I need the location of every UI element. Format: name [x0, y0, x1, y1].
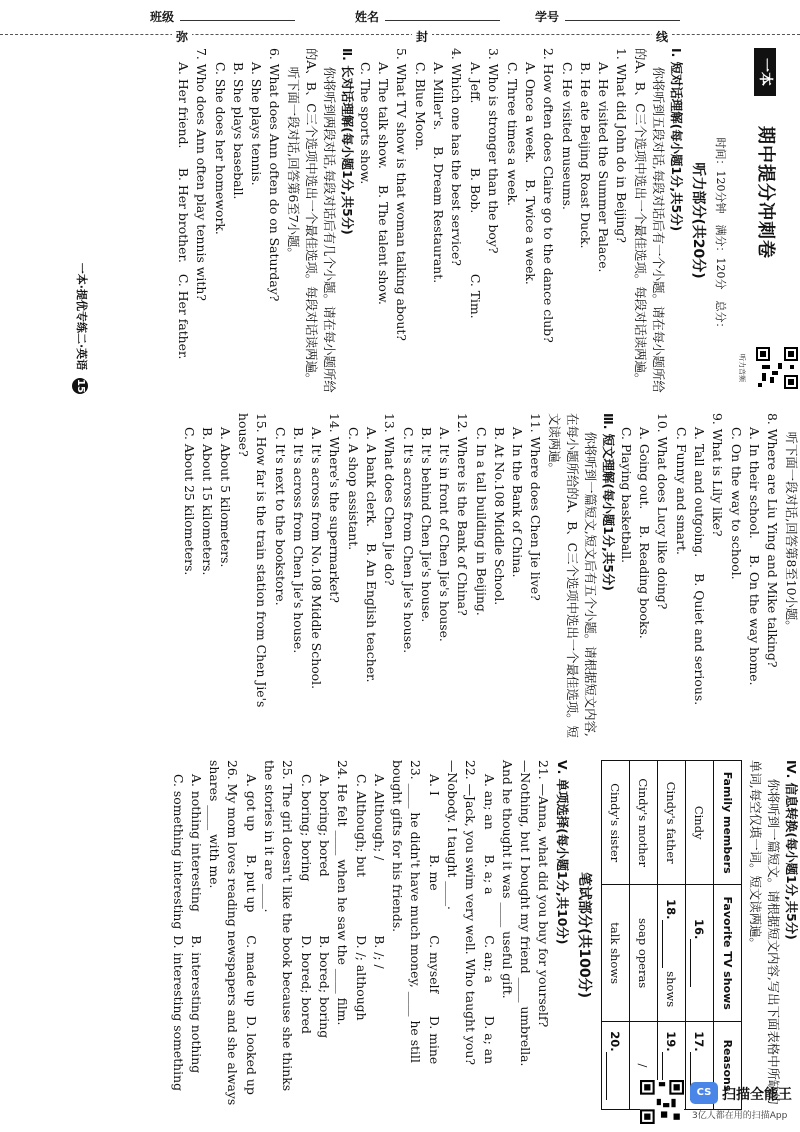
- part-1-instructions: 你将听到五段对话,每段对话后有一个小题。请在每小题所给的A、B、C三个选项中选出一个最佳选项。每段对话读两遍。: [633, 48, 666, 393]
- question-stem: 9. What is Lily like?: [710, 413, 725, 537]
- info-table: [601, 760, 742, 1110]
- question-24: [297, 760, 351, 1110]
- watermark-slogan: 3亿人都在用的扫描App: [692, 1111, 788, 1121]
- header-family-members: Family members: [714, 761, 742, 885]
- column-2: [180, 413, 800, 743]
- id-label: 学号: [535, 10, 560, 24]
- option-a[interactable]: A. He visited the Summer Palace.: [596, 62, 611, 273]
- rotated-exam-page: [70, 48, 800, 1114]
- question-11: [472, 413, 544, 743]
- option-a[interactable]: A. In their school.: [747, 427, 762, 539]
- option-b[interactable]: B. Dream Restaurant.: [431, 146, 446, 284]
- option-b[interactable]: B. a; a: [482, 854, 497, 895]
- class-label: 班级: [150, 10, 175, 24]
- show-cell: soap operas: [630, 885, 658, 1022]
- show-cell[interactable]: 16.: [686, 885, 714, 1022]
- option-b[interactable]: B. bored; boring: [317, 935, 332, 1039]
- title-row: [733, 48, 798, 393]
- question-stem: 10. What does Lucy like doing?: [655, 413, 670, 610]
- option-b[interactable]: B. It's behind Chen Jie's house.: [419, 427, 434, 623]
- option-c[interactable]: C. Tim.: [468, 273, 483, 319]
- answer-blank-20[interactable]: [607, 1052, 619, 1100]
- show-cell[interactable]: 18. shows: [658, 885, 686, 1022]
- option-d[interactable]: D. looked up: [244, 1015, 259, 1095]
- option-c[interactable]: C. The sports show.: [358, 62, 373, 185]
- part-2-instructions: 你将听到两段对话,每段对话后有几个小题。请在每小题所给的A、B、C三个选项中选出一个最佳选项。每段对话读两遍。: [304, 48, 337, 393]
- option-a[interactable]: A. Once a week.: [523, 62, 538, 164]
- reason-cell[interactable]: 17.: [686, 1021, 714, 1109]
- option-c[interactable]: C. Although; but: [354, 774, 369, 878]
- question-stem: 11. Where does Chen Jie live?: [528, 413, 543, 601]
- question-stem: 5. What TV show is that woman talking about?: [394, 48, 409, 341]
- option-b[interactable]: B. Reading books.: [637, 525, 652, 639]
- table-row: [602, 761, 630, 1110]
- option-b[interactable]: B. He ate Beijing Roast Duck.: [578, 62, 593, 249]
- header-reasons: Reasons: [714, 1021, 742, 1109]
- option-b[interactable]: B. interesting nothing: [189, 935, 204, 1074]
- option-a[interactable]: A. In the Bank of China.: [510, 427, 525, 578]
- question-14: [271, 413, 343, 743]
- conversation-2-note: 听下面一段对话,回答第8至10小题。: [784, 431, 799, 633]
- option-a[interactable]: A. Miller's.: [431, 62, 446, 131]
- option-a[interactable]: A. About 5 kilometers.: [218, 427, 233, 568]
- option-b[interactable]: B. put up: [244, 854, 259, 913]
- question-line: —Nobody. I taught ____.: [445, 760, 460, 910]
- option-c[interactable]: C. an; a: [482, 935, 497, 984]
- question-5: [356, 48, 410, 393]
- option-a[interactable]: A. Tall and outgoing.: [692, 427, 707, 558]
- cut-label-1: 弥: [172, 28, 192, 45]
- option-b[interactable]: B. At No.108 Middle School.: [492, 427, 507, 606]
- scanner-watermark: [640, 1080, 800, 1128]
- question-stem: 13. What does Chen Jie do?: [382, 413, 397, 586]
- option-c[interactable]: C. Blue Moon.: [413, 62, 428, 151]
- option-a[interactable]: A. I: [427, 774, 442, 796]
- question-stem: 23. ____ he didn't have much money, ____ he still bought gifts for his friends.: [390, 760, 423, 1063]
- option-a[interactable]: A. boring; bored: [317, 774, 332, 877]
- option-b[interactable]: B. Twice a week.: [523, 179, 538, 285]
- question-26: [169, 760, 241, 1110]
- option-b[interactable]: B. On the way home.: [747, 554, 762, 686]
- exam-meta: 时间：120分钟 满分：120分 总分：: [714, 137, 727, 334]
- header-favorite-shows: Favorite TV shows: [714, 885, 742, 1022]
- option-a[interactable]: A. nothing interesting: [189, 774, 204, 912]
- question-7: [174, 48, 210, 393]
- part-4-instructions: 你将听到一篇短文。请根据短文内容,写出下面表格中所缺的单词,每空仅填一词。短文读两遍。: [748, 760, 781, 1105]
- question-stem: 25. The girl doesn't like the book because she thinks the stories in it are ____.: [262, 760, 295, 1092]
- option-c[interactable]: C. Three times a week.: [505, 62, 520, 207]
- brand-badge: 一本: [755, 48, 777, 96]
- question-stem: 15. How far is the train station from Chen Jie's house?: [236, 413, 269, 708]
- question-4: [411, 48, 465, 393]
- question-8: [727, 413, 781, 743]
- part-1-title: Ⅰ. 短对话理解(每小题1分,共5分): [669, 48, 684, 232]
- question-stem: 24. He felt ____ when he saw the ____ film.: [335, 760, 350, 1026]
- audio-qr[interactable]: [733, 343, 798, 393]
- cut-line: [0, 34, 800, 35]
- reason-cell[interactable]: 19.: [658, 1021, 686, 1109]
- question-10: [617, 413, 671, 743]
- option-b[interactable]: B. About 15 kilometers.: [200, 427, 215, 576]
- part-2-title: Ⅱ. 长对话理解(每小题1分,共5分): [340, 48, 355, 235]
- question-23: [352, 760, 424, 1110]
- option-c[interactable]: C. Playing basketball.: [619, 427, 634, 564]
- question-stem: 26. My mom loves reading newspapers and she always shares ____ with me.: [207, 760, 240, 1106]
- cut-label-2: 封: [412, 28, 432, 45]
- part-3-instructions: 你将听到一篇短文,短文后有五个小题。请根据短文内容,在每小题所给的A、B、C三个选项中选出一个最佳选项。短文读两遍。: [547, 413, 598, 738]
- answer-blank-18[interactable]: [663, 920, 675, 968]
- table-row: [658, 761, 686, 1110]
- option-a[interactable]: A. A bank clerk.: [364, 427, 379, 528]
- option-a[interactable]: A. The talk show.: [376, 62, 391, 169]
- part-5-title: Ⅴ. 单项选择(每小题1分,共10分): [555, 760, 570, 945]
- option-c[interactable]: C. boring; boring: [299, 774, 314, 882]
- option-c[interactable]: C. A shop assistant.: [346, 427, 361, 551]
- question-3: [466, 48, 502, 393]
- question-25: [242, 760, 296, 1110]
- question-stem: 2. How often does Claire go to the dance club?: [541, 48, 556, 343]
- question-2: [503, 48, 557, 393]
- option-a[interactable]: A. It's in front of Chen Jie's house.: [437, 427, 452, 642]
- answer-blank-16[interactable]: [691, 939, 703, 987]
- question-22: [425, 760, 479, 1110]
- question-12: [399, 413, 471, 743]
- option-b[interactable]: B. Bob.: [468, 167, 483, 214]
- option-d[interactable]: D. /; although: [354, 935, 369, 1021]
- option-a[interactable]: A. It's across from No.108 Middle School.: [309, 427, 324, 690]
- qr-code-icon: [756, 347, 798, 389]
- name-label: 姓名: [355, 10, 380, 24]
- reason-cell[interactable]: 20.: [602, 1021, 630, 1109]
- option-c[interactable]: C. Funny and smart.: [674, 427, 689, 555]
- page-footer: [72, 263, 90, 394]
- question-stem: 4. Which one has the best service?: [449, 48, 464, 266]
- camscanner-logo-icon: CS: [690, 1082, 718, 1104]
- column-1: [174, 48, 800, 393]
- question-line: —Nothing, but I bought my friend ____ umbrella.: [518, 760, 533, 1067]
- option-b[interactable]: B. The talent show.: [376, 185, 391, 305]
- question-stem: 21. —Anna, what did you buy for yourself?: [536, 760, 551, 1028]
- watermark-name: 扫描全能王: [722, 1087, 792, 1103]
- option-b[interactable]: B. Quiet and serious.: [692, 573, 707, 706]
- option-b[interactable]: B. She plays baseball.: [231, 62, 246, 200]
- option-c[interactable]: C. Her father.: [176, 273, 191, 360]
- option-c[interactable]: C. On the way to school.: [729, 427, 744, 580]
- question-stem: 6. What does Ann often do on Saturday?: [267, 48, 282, 302]
- option-b[interactable]: B. It's across from Chen Jie's house.: [291, 427, 306, 654]
- listening-heading: 听力部分(共20分): [690, 162, 706, 279]
- watermark-qr-icon: [640, 1080, 684, 1124]
- conversation-1-note: 听下面一段对话,回答第6至7小题。: [286, 66, 301, 260]
- option-c[interactable]: C. myself: [427, 935, 442, 994]
- page-number: 15: [72, 378, 88, 394]
- option-a[interactable]: A. Although; /: [372, 774, 387, 861]
- member-cell: Cindy's mother: [630, 761, 658, 885]
- question-stem: 14. Where's the supermarket?: [327, 413, 342, 603]
- part-3-title: Ⅲ. 短文理解(每小题1分,共5分): [601, 413, 616, 591]
- member-cell: Cindy: [686, 761, 714, 885]
- table-header-row: [714, 761, 742, 1110]
- question-13: [344, 413, 398, 743]
- column-3: [169, 760, 800, 1110]
- show-cell: talk shows: [602, 885, 630, 1022]
- question-21: [480, 760, 552, 1110]
- member-cell: Cindy's father: [658, 761, 686, 885]
- option-c[interactable]: C. About 25 kilometers.: [182, 427, 197, 576]
- question-15: [180, 413, 270, 743]
- question-1: [558, 48, 630, 393]
- footer-text: 一本·提优专练二·英语: [75, 262, 88, 371]
- part-4-title: Ⅳ. 信息转换(每小题1分,共5分): [784, 760, 799, 940]
- id-field[interactable]: [565, 20, 680, 21]
- option-b[interactable]: B. me: [427, 854, 442, 891]
- question-stem: 8. Where are Liu Ying and Mike talking?: [765, 413, 780, 668]
- question-stem: 12. Where is the Bank of China?: [455, 413, 470, 616]
- paper-title: 期中提分冲刺卷: [755, 126, 777, 259]
- option-a[interactable]: A. Jeff.: [468, 62, 483, 104]
- option-c[interactable]: C. It's next to the bookstore.: [273, 427, 288, 606]
- cut-label-3: 线: [652, 28, 672, 45]
- option-c[interactable]: C. made up: [244, 935, 259, 1007]
- option-d[interactable]: D. interesting something: [171, 935, 186, 1092]
- question-stem: 3. Who is stronger than the boy?: [486, 48, 501, 254]
- option-c[interactable]: C. In a tall building in Beijing.: [474, 427, 489, 616]
- option-a[interactable]: A. got up: [244, 774, 259, 832]
- option-b[interactable]: B. /; /: [372, 935, 387, 969]
- name-field[interactable]: [385, 20, 500, 21]
- option-c[interactable]: C. He visited museums.: [560, 62, 575, 210]
- qr-caption: 听力音频: [738, 354, 746, 382]
- writing-heading: 笔试部分(共100分): [576, 871, 592, 999]
- question-stem: 22. —Jack, you swim very well. Who taught you?: [463, 760, 478, 1066]
- question-9: [672, 413, 726, 743]
- question-stem: 1. What did John do in Beijing?: [614, 48, 629, 243]
- reason-cell: /: [630, 1021, 658, 1109]
- table-row: [686, 761, 714, 1110]
- option-d[interactable]: D. a; an: [482, 1015, 497, 1065]
- table-row: [630, 761, 658, 1110]
- option-d[interactable]: D. mine: [427, 1015, 442, 1065]
- question-6: [211, 48, 283, 393]
- class-field[interactable]: [180, 20, 295, 21]
- option-c[interactable]: C. something interesting: [171, 774, 186, 930]
- option-c[interactable]: C. It's across from Chen Jie's house.: [401, 427, 416, 654]
- option-a[interactable]: A. Her friend.: [176, 62, 191, 149]
- option-b[interactable]: B. An English teacher.: [364, 543, 379, 683]
- question-stem: 7. Who does Ann often play tennis with?: [194, 48, 209, 301]
- option-a[interactable]: A. an; an: [482, 774, 497, 830]
- option-a[interactable]: A. She plays tennis.: [249, 62, 264, 186]
- member-cell: Cindy's sister: [602, 761, 630, 885]
- binding-header: [0, 0, 800, 48]
- option-b[interactable]: B. Her brother.: [176, 167, 191, 263]
- option-c[interactable]: C. She does her homework.: [213, 62, 228, 235]
- option-a[interactable]: A. Going out.: [637, 427, 652, 510]
- option-d[interactable]: D. bored; bored: [299, 935, 314, 1034]
- question-line: And he thought it was ____ useful gift.: [500, 760, 515, 999]
